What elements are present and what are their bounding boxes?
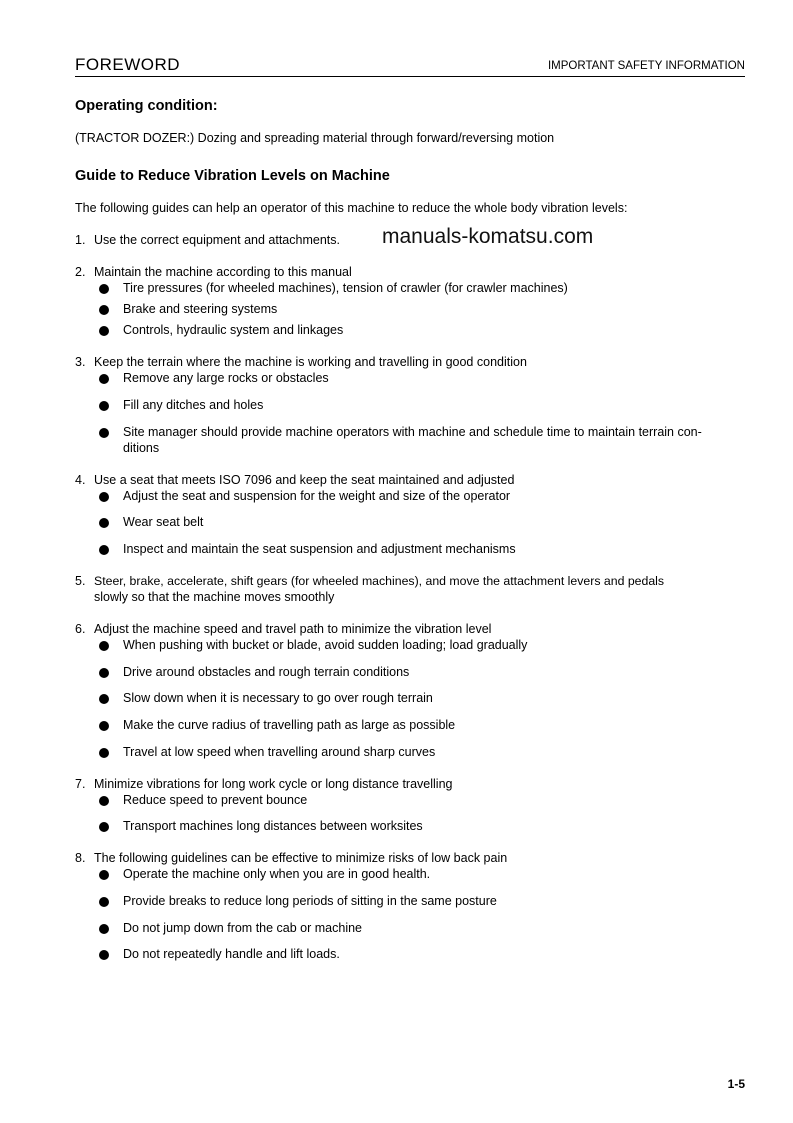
bullet-text: Travel at low speed when travelling around sharp curves (123, 745, 436, 759)
item-number: 7. (75, 777, 86, 791)
bullet-text: Inspect and maintain the seat suspension and adjustment mechanisms (123, 542, 516, 556)
watermark: manuals-komatsu.com (382, 225, 594, 248)
item-text: Keep the terrain where the machine is working and travelling in good condition (94, 355, 527, 369)
item-text: Adjust the machine speed and travel path to minimize the vibration level (94, 622, 492, 636)
bullet-icon (99, 870, 109, 880)
operating-condition-text: (TRACTOR DOZER:) Dozing and spreading material through forward/reversing motion (75, 131, 555, 145)
item-number: 3. (75, 355, 86, 369)
bullet-text: Fill any ditches and holes (123, 398, 264, 412)
bullet-icon (99, 897, 109, 907)
item-text: The following guidelines can be effective to minimize risks of low back pain (94, 851, 508, 865)
item-text: Steer, brake, accelerate, shift gears (for wheeled machines), and move the attachment levers and pedals (94, 574, 665, 588)
bullet-text: Do not jump down from the cab or machine (123, 921, 363, 935)
bullet-text: Slow down when it is necessary to go over rough terrain (123, 691, 433, 705)
bullet-icon (99, 822, 109, 832)
bullet-text: Drive around obstacles and rough terrain conditions (123, 665, 410, 679)
bullet-icon (99, 518, 109, 528)
bullet-icon (99, 721, 109, 731)
bullet-icon (99, 924, 109, 934)
guide-intro: The following guides can help an operator of this machine to reduce the whole body vibration levels: (75, 201, 628, 215)
bullet-icon (99, 284, 109, 294)
bullet-icon (99, 796, 109, 806)
bullet-icon (99, 748, 109, 758)
bullet-text: Provide breaks to reduce long periods of sitting in the same posture (123, 894, 497, 908)
bullet-icon (99, 545, 109, 555)
item-number: 2. (75, 265, 86, 279)
bullet-icon (99, 694, 109, 704)
header-category: IMPORTANT SAFETY INFORMATION (547, 60, 745, 72)
bullet-icon (99, 305, 109, 315)
bullet-text: Controls, hydraulic system and linkages (123, 323, 344, 337)
bullet-text: Site manager should provide machine operators with machine and schedule time to maintain terrain con- (123, 425, 702, 439)
operating-condition-heading: Operating condition: (75, 98, 218, 114)
item-text: Use a seat that meets ISO 7096 and keep the seat maintained and adjusted (94, 473, 515, 487)
item-number: 5. (75, 574, 86, 588)
item-number: 4. (75, 473, 86, 487)
bullet-icon (99, 401, 109, 411)
item-number: 8. (75, 851, 86, 865)
bullet-icon (99, 641, 109, 651)
page-header (75, 52, 745, 77)
item-text: Maintain the machine according to this manual (94, 265, 352, 279)
bullet-text: Reduce speed to prevent bounce (123, 793, 308, 807)
item-text: Minimize vibrations for long work cycle or long distance travelling (94, 777, 453, 791)
bullet-text: Remove any large rocks or obstacles (123, 371, 329, 385)
page-number: 1-5 (727, 1077, 745, 1091)
item-text: Use the correct equipment and attachments. (94, 233, 340, 247)
item-number: 1. (75, 233, 86, 247)
guide-heading: Guide to Reduce Vibration Levels on Machine (75, 168, 390, 184)
bullet-icon (99, 326, 109, 336)
bullet-text: When pushing with bucket or blade, avoid sudden loading; load gradually (123, 638, 528, 652)
bullet-icon (99, 428, 109, 438)
bullet-text: Wear seat belt (123, 515, 204, 529)
bullet-text: Make the curve radius of travelling path as large as possible (123, 718, 456, 732)
bullet-text: Transport machines long distances between worksites (123, 819, 423, 833)
item-number: 6. (75, 622, 86, 636)
bullet-text: Do not repeatedly handle and lift loads. (123, 947, 340, 961)
item-text-continued: slowly so that the machine moves smoothly (94, 590, 335, 604)
bullet-text: Brake and steering systems (123, 302, 278, 316)
bullet-text: Operate the machine only when you are in good health. (123, 867, 431, 881)
bullet-text: Tire pressures (for wheeled machines), tension of crawler (for crawler machines) (123, 281, 568, 295)
bullet-icon (99, 950, 109, 960)
bullet-text: Adjust the seat and suspension for the weight and size of the operator (123, 489, 511, 503)
bullet-text-continued: ditions (123, 441, 160, 455)
bullet-icon (99, 374, 109, 384)
bullet-icon (99, 492, 109, 502)
bullet-icon (99, 668, 109, 678)
header-section-title: FOREWORD (75, 55, 181, 74)
